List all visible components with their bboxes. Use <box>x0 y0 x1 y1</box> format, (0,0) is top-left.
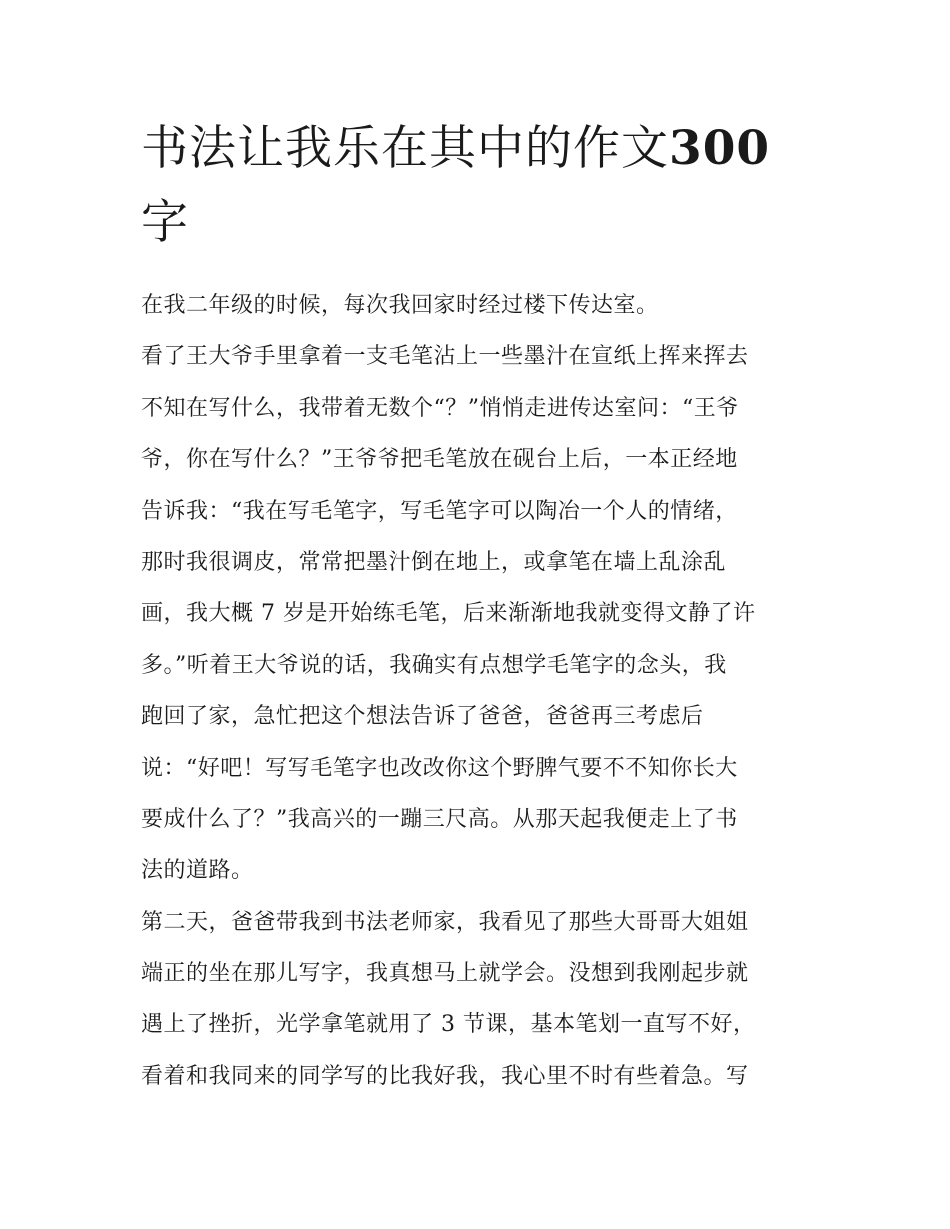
text-line: 第二天，爸爸带我到书法老师家，我看见了那些大哥哥大姐姐 <box>141 909 749 935</box>
text-line: 在我二年级的时候，每次我回家时经过楼下传达室。 <box>141 293 659 318</box>
title-number: 300 <box>669 121 771 176</box>
title-text: 书法让我乐在其中的作文 <box>141 121 669 176</box>
text-line: 说：“好吧！写写毛笔字也改改你这个野脾气要不不知你长大 <box>141 755 738 781</box>
title-suffix: 字 <box>141 195 189 250</box>
document-body <box>141 280 816 1102</box>
text-line: 要成什么了？”我高兴的一蹦三尺高。从那天起我便走上了书 <box>141 806 738 832</box>
text-line: 遇上了挫折，光学拿笔就用了 3 节课，基本笔划一直写不好， <box>141 1012 756 1038</box>
text-line: 跑回了家，急忙把这个想法告诉了爸爸，爸爸再三考虑后 <box>141 704 704 730</box>
text-line: 看了王大爷手里拿着一支毛笔沾上一些墨汁在宣纸上挥来挥去 <box>141 344 749 370</box>
text-line: 画，我大概 7 岁是开始练毛笔，后来渐渐地我就变得文静了许 <box>141 601 756 627</box>
text-line: 不知在写什么，我带着无数个“？”悄悄走进传达室问：“王爷 <box>141 395 739 421</box>
text-line: 看着和我同来的同学写的比我好我，我心里不时有些着急。写 <box>141 1063 749 1089</box>
text-line: 爷，你在写什么？”王爷爷把毛笔放在砚台上后，一本正经地 <box>141 447 738 473</box>
text-line: 多。”听着王大爷说的话，我确实有点想学毛笔字的念头，我 <box>141 652 727 678</box>
text-line: 那时我很调皮，常常把墨汁倒在地上，或拿笔在墙上乱涂乱 <box>141 549 727 575</box>
document-page <box>141 112 816 1102</box>
text-line: 告诉我：“我在写毛笔字，写毛笔字可以陶冶一个人的情绪， <box>141 498 738 524</box>
document-title <box>141 112 816 260</box>
text-line: 端正的坐在那儿写字，我真想马上就学会。没想到我刚起步就 <box>141 961 749 987</box>
text-line: 法的道路。 <box>141 858 254 884</box>
